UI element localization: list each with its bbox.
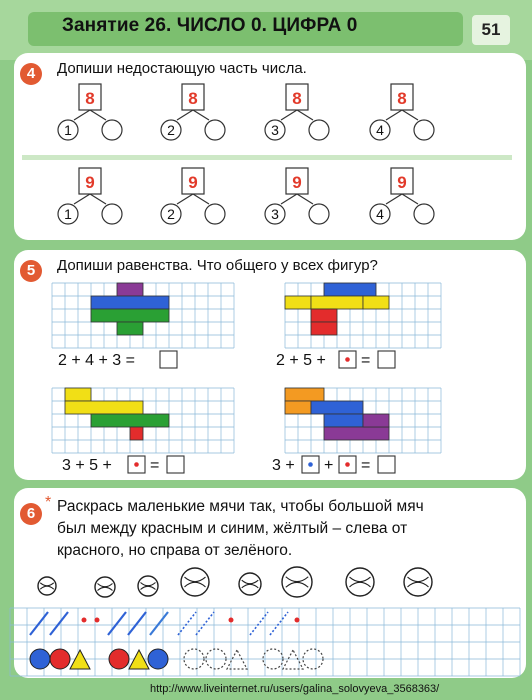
part-number: 3 xyxy=(271,206,279,222)
part-number: 4 xyxy=(376,122,384,138)
task4-instruction: Допиши недостающую часть числа. xyxy=(57,60,307,77)
pattern-dashed-triangle xyxy=(283,650,303,669)
pattern-yellow-triangle xyxy=(70,650,90,669)
pattern-blue-circle xyxy=(30,649,50,669)
total-number: 8 xyxy=(85,89,95,108)
pattern-dot xyxy=(95,618,100,623)
equation-3-text: 3 + 5 + xyxy=(62,457,112,474)
pattern-dotted-stroke xyxy=(270,612,288,635)
pattern-stroke xyxy=(150,612,168,635)
task5-instruction: Допиши равенства. Что общего у всех фигур? xyxy=(57,257,378,274)
pattern-dot xyxy=(295,618,300,623)
page-number: 51 xyxy=(472,15,510,45)
task6-star: * xyxy=(45,494,52,511)
equation-4-plus: + xyxy=(324,457,334,474)
pattern-stroke xyxy=(50,612,68,635)
part-number: 4 xyxy=(376,206,384,222)
pattern-dotted-stroke xyxy=(196,612,214,635)
footer-url: http://www.liveinternet.ru/users/galina_solovyeva_3568363/ xyxy=(150,683,440,695)
total-number: 8 xyxy=(292,89,302,108)
part-number: 2 xyxy=(167,206,175,222)
equation-2-text: 2 + 5 + xyxy=(276,352,326,369)
equation-1-text: 2 + 4 + 3 = xyxy=(58,352,135,369)
equation-4-equals: = xyxy=(361,457,371,474)
task6-line-3: красного, но справа от зелёного. xyxy=(57,542,293,559)
total-number: 9 xyxy=(85,173,95,192)
task6-line-2: был между красным и синим, жёлтый – слева от xyxy=(57,520,408,537)
equation-2-equals: = xyxy=(361,352,371,369)
task5-badge: 5 xyxy=(20,260,42,282)
pattern-dotted-stroke xyxy=(178,612,196,635)
pattern-stroke xyxy=(108,612,126,635)
task6-line-1: Раскрась маленькие мячи так, чтобы большой мяч xyxy=(57,498,424,515)
pattern-red-circle xyxy=(109,649,129,669)
total-number: 8 xyxy=(188,89,198,108)
equation-4-text: 3 + xyxy=(272,457,295,474)
task6-badge: 6 xyxy=(20,503,42,525)
part-number: 1 xyxy=(64,206,72,222)
pattern-stroke xyxy=(128,612,146,635)
total-number: 9 xyxy=(397,173,407,192)
part-number: 2 xyxy=(167,122,175,138)
pattern-blue-circle xyxy=(148,649,168,669)
page-title: Занятие 26. ЧИСЛО 0. ЦИФРА 0 xyxy=(62,15,358,36)
part-number: 3 xyxy=(271,122,279,138)
pattern-dot xyxy=(82,618,87,623)
total-number: 8 xyxy=(397,89,407,108)
pattern-stroke xyxy=(30,612,48,635)
part-number: 1 xyxy=(64,122,72,138)
equation-3-equals: = xyxy=(150,457,160,474)
total-number: 9 xyxy=(188,173,198,192)
pattern-red-circle xyxy=(50,649,70,669)
pattern-dot xyxy=(229,618,234,623)
task4-badge: 4 xyxy=(20,63,42,85)
total-number: 9 xyxy=(292,173,302,192)
pattern-dashed-triangle xyxy=(227,650,247,669)
